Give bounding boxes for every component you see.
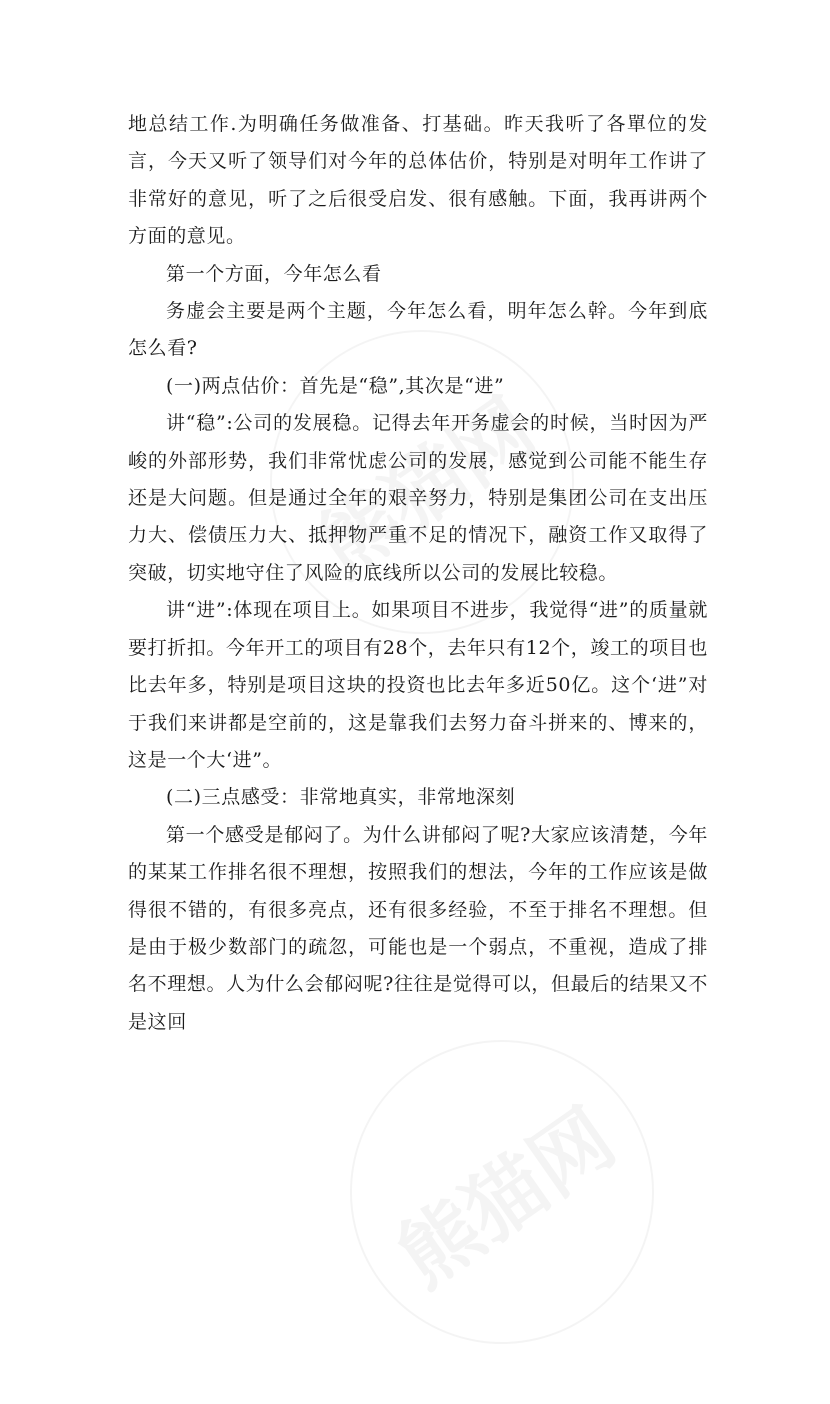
section-heading: 第一个方面，今年怎么看 <box>166 262 382 285</box>
paragraph: 地总结工作.为明确任务做准备、打基础。昨天我听了各單位的发言，今天又听了领导们对今年的总体估价，特别是对明年工作讲了非常好的意见，听了之后很受启发、很有感触。下面，我再讲两个方面的意见。 <box>128 113 708 248</box>
paragraph: 第一个感受是郁闷了。为什么讲郁闷了呢?大家应该清楚，今年的某某工作排名很不理想，按照我们的想法，今年的工作应该是做得很不错的，有很多亮点，还有很多经验，不至于排名不理想。但是由于极少数部门的疏忽，可能也是一个弱点，不重视，造成了排名不理想。人为什么会郁闷呢?往往是觉得可以，但最后的结果又不是这回 <box>128 823 708 1033</box>
document-body <box>128 106 708 1041</box>
paragraph: 讲“稳”:公司的发展稳。记得去年开务虚会的时候，当时因为严峻的外部形势，我们非常忧虑公司的发展，感觉到公司能不能生存还是大问题。但是通过全年的艰辛努力，特别是集团公司在支出压力大、偿债压力大、抵押物严重不足的情况下，融资工作又取得了突破，切实地守住了风险的底线所以公司的发展比较稳。 <box>128 412 708 584</box>
watermark-logo <box>290 980 713 1403</box>
paragraph: 务虚会主要是两个主题，今年怎么看，明年怎么幹。今年到底怎么看? <box>128 300 708 360</box>
subsection-heading: (二)三点感受：非常地真实，非常地深刻 <box>166 786 516 809</box>
subsection-heading: (一)两点估价：首先是“稳”,其次是“进” <box>166 374 505 397</box>
paragraph: 讲“进”:体现在项目上。如果项目不进步，我觉得“进”的质量就要打折扣。今年开工的项目有28个，去年只有12个，竣工的项目也比去年多，特别是项目这块的投资也比去年多近50亿。这个‘进”对于我们来讲都是空前的，这是靠我们去努力奋斗拼来的、博来的，这是一个大‘进”。 <box>128 599 708 771</box>
